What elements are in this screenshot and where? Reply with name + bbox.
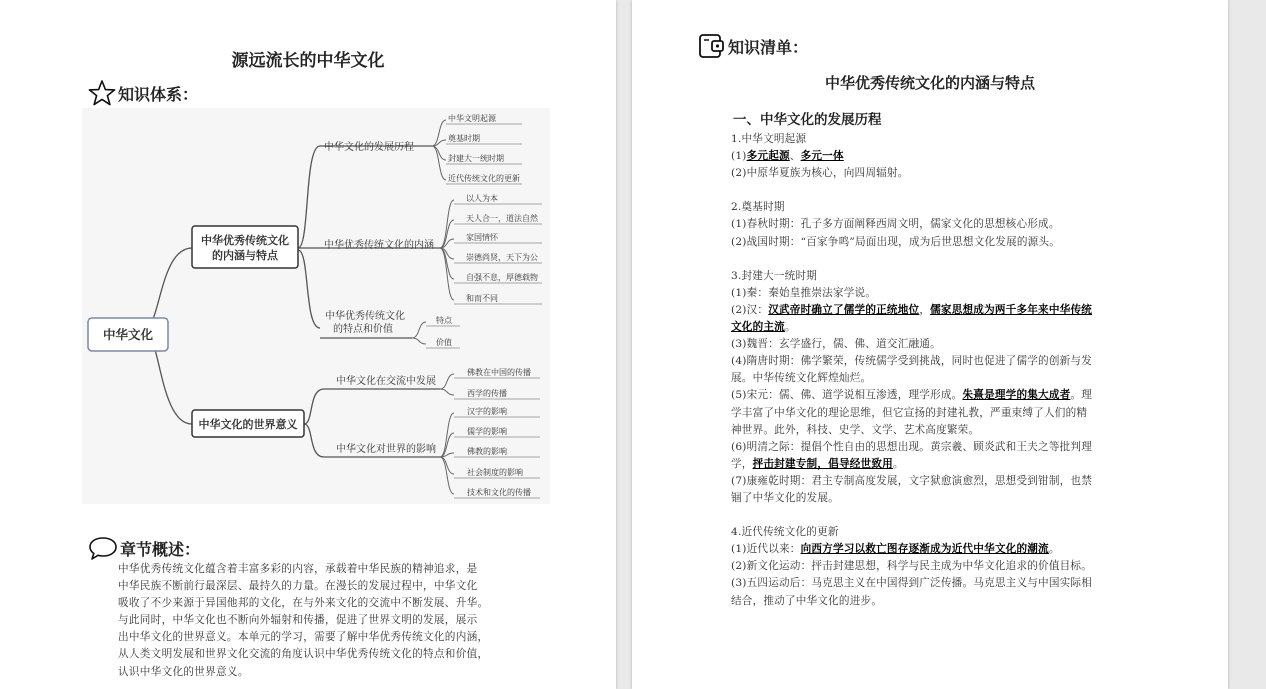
s3-line5c: 神世界。此外，科技、史学、文学、艺术高度繁荣。 <box>731 423 980 436</box>
knowledge-list-body <box>731 131 1131 610</box>
mindmap-leaf: 佛教的影响 <box>467 447 507 456</box>
s4-line2: (2)新文化运动：抨击封建思想，科学与民主成为中华文化追求的价值目标。 <box>731 560 1093 573</box>
overview-line: 从人类文明发展和世界文化交流的角度认识中华优秀传统文化的特点和价值， <box>118 648 489 661</box>
mindmap-b1-sub1-label: 中华文化的发展历程 <box>324 142 414 153</box>
s4-line3b: 结合，推动了中华文化的进步。 <box>731 594 883 607</box>
s3-line3: (3)魏晋：玄学盛行，儒、佛、道交汇融通。 <box>731 338 941 351</box>
overview-label: 章节概述： <box>120 539 201 559</box>
mindmap-b1-sub2-label: 中华优秀传统文化的内涵 <box>324 240 434 251</box>
overview-line: 认识中华文化的世界意义。 <box>118 665 249 678</box>
mindmap-leaf: 奠基时期 <box>448 134 480 143</box>
s4-title: 4.近代传统文化的更新 <box>731 526 839 539</box>
s3-line2a: (2)汉：汉武帝时确立了儒学的正统地位，儒家思想成为两千多年来中华传统 <box>731 303 1093 316</box>
mindmap-root-label: 中华文化 <box>102 327 154 342</box>
s2-line2: (2)战国时期：“百家争鸣”局面出现，成为后世思想文化发展的源头。 <box>731 235 1061 248</box>
knowledge-system-heading <box>88 80 198 106</box>
s3-line6a: (6)明清之际：提倡个性自由的思想出现。黄宗羲、顾炎武和王夫之等批判理 <box>731 440 1093 453</box>
document-title: 源远流长的中华文化 <box>231 51 385 71</box>
mindmap-leaf: 价值 <box>436 338 452 347</box>
mindmap-leaf: 佛教在中国的传播 <box>467 368 531 377</box>
mindmap-leaf: 汉字的影响 <box>467 407 507 416</box>
knowledge-list-label: 知识清单： <box>728 37 809 57</box>
mindmap-leaf: 特点 <box>436 316 452 325</box>
mindmap-b1-sub3-label-line2: 的特点和价值 <box>333 324 393 335</box>
s4-line3a: (3)五四运动后：马克思主义在中国得到广泛传播。马克思主义与中国实际相 <box>731 577 1093 590</box>
overview-line: 中华民族不断前行最深层、最持久的力量。在漫长的发展过程中，中华文化 <box>118 580 478 593</box>
s3-line1: (1)秦：秦始皇推崇法家学说。 <box>731 286 877 299</box>
mindmap-leaf: 和而不同 <box>466 294 498 303</box>
s2-line1: (1)春秋时期：孔子多方面阐释西周文明，儒家文化的思想核心形成。 <box>731 218 1060 231</box>
mindmap-leaf: 崇德尚贤，天下为公 <box>466 253 538 262</box>
s3-line7b: 锢了中华文化的发展。 <box>731 491 839 504</box>
overview-line: 与此同时，中华文化也不断向外辐射和传播，促进了世界文明的发展，展示 <box>118 614 478 627</box>
mindmap-branch1-label-line1: 中华优秀传统文化 <box>201 234 289 247</box>
mindmap-leaf: 近代传统文化的更新 <box>448 174 520 183</box>
mindmap-leaf: 中华文明起源 <box>448 114 496 123</box>
mindmap-b1-sub3-label-line1: 中华优秀传统文化 <box>325 311 405 322</box>
notebook-icon <box>698 32 726 60</box>
knowledge-system-label: 知识体系： <box>118 84 199 104</box>
right-page-subtitle: 中华优秀传统文化的内涵与特点 <box>824 74 1035 92</box>
mindmap-leaf: 封建大一统时期 <box>448 154 504 163</box>
mindmap-leaf: 社会制度的影响 <box>467 468 523 477</box>
mindmap-b2-sub2-label: 中华文化对世界的影响 <box>336 444 436 455</box>
mindmap-leaf: 技术和文化的传播 <box>467 488 531 497</box>
mindmap-branch1-label-line2: 的内涵与特点 <box>212 249 278 262</box>
s1-title: 1.中华文明起源 <box>731 133 807 145</box>
s3-line6b: 学，抨击封建专制，倡导经世致用。 <box>731 457 904 470</box>
section1-title: 一、中华文化的发展历程 <box>733 112 882 128</box>
s1-line1: (1)多元起源、多元一体 <box>731 150 844 163</box>
chapter-overview-text <box>118 561 518 681</box>
knowledge-mindmap <box>82 108 550 504</box>
s3-line4b: 展。中华传统文化辉煌灿烂。 <box>731 372 872 385</box>
overview-heading <box>88 535 200 561</box>
mindmap-leaf: 儒学的影响 <box>467 427 507 436</box>
mindmap-leaf: 家国情怀 <box>466 233 498 242</box>
s2-title: 2.奠基时期 <box>731 201 785 214</box>
mindmap-leaf: 西学的传播 <box>467 389 507 398</box>
mindmap-leaf: 天人合一，道法自然 <box>466 214 538 223</box>
mindmap-leaf: 以人为本 <box>466 194 498 203</box>
s4-line1: (1)近代以来：向西方学习以救亡图存逐渐成为近代中华文化的潮流。 <box>731 543 1060 556</box>
s3-line2b: 文化的主流。 <box>731 321 796 334</box>
s3-line5b: 学丰富了中华文化的理论思维，但它宣扬的封建礼教，严重束缚了人们的精 <box>731 406 1088 419</box>
overview-line: 中华优秀传统文化蕴含着丰富多彩的内容，承载着中华民族的精神追求，是 <box>118 563 478 575</box>
star-icon <box>88 80 116 106</box>
s3-line7a: (7)康雍乾时期：君主专制高度发展，文字狱愈演愈烈，思想受到钳制，也禁 <box>731 474 1093 487</box>
s3-line4a: (4)隋唐时期：佛学繁荣，传统儒学受到挑战，同时也促进了儒学的创新与发 <box>731 355 1093 368</box>
overview-line: 吸收了不少来源于异国他邦的文化，在与外来文化的交流中不断发展、升华。 <box>118 597 489 610</box>
knowledge-list-heading <box>698 32 808 60</box>
mindmap-branch2-label: 中华文化的世界意义 <box>198 418 298 431</box>
s1-line2: (2)中原华夏族为核心，向四周辐射。 <box>731 167 909 180</box>
mindmap-leaf: 自强不息，厚德载物 <box>466 273 538 282</box>
mindmap-b2-sub1-label: 中华文化在交流中发展 <box>336 376 436 387</box>
overview-line: 出中华文化的世界意义。本单元的学习，需要了解中华优秀传统文化的内涵， <box>118 631 489 644</box>
s3-line5a: (5)宋元：儒、佛、道学说相互渗透，理学形成。朱熹是理学的集大成者。理 <box>731 389 1093 402</box>
s3-title: 3.封建大一统时期 <box>731 269 818 282</box>
speech-bubble-icon <box>88 535 118 561</box>
